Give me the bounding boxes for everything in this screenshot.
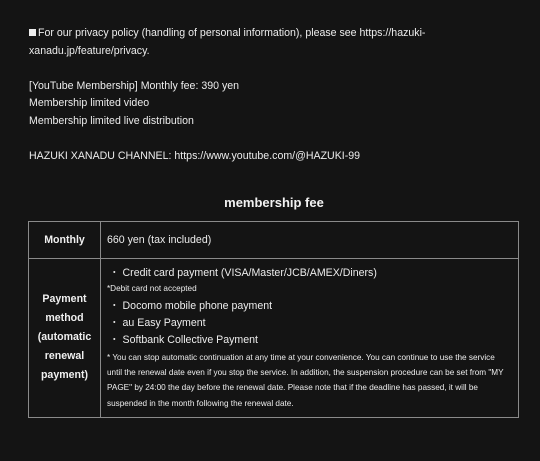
payment-docomo: ・ Docomo mobile phone payment: [109, 300, 273, 312]
membership-paragraph: [29, 78, 519, 131]
payment-au: ・ au Easy Payment: [109, 317, 206, 329]
payment-label-line: method: [45, 312, 84, 325]
membership-fee-line: [YouTube Membership] Monthly fee: 390 yen: [29, 79, 240, 92]
privacy-line-1: [29, 25, 519, 43]
monthly-value: 660 yen (tax included): [101, 222, 519, 259]
membership-live-line: Membership limited live distribution: [29, 114, 194, 127]
channel-paragraph: [29, 148, 519, 166]
payment-method-label: [29, 259, 101, 418]
monthly-label: Monthly: [29, 222, 101, 259]
membership-fee-table: [28, 221, 519, 418]
privacy-paragraph: [29, 25, 519, 60]
channel-line: HAZUKI XANADU CHANNEL: https://www.youtube.com/@HAZUKI-99: [29, 149, 361, 162]
table-row-payment: [29, 259, 519, 418]
payment-method-list: [101, 259, 519, 418]
debit-card-note: *Debit card not accepted: [107, 284, 197, 293]
square-bullet-icon: [29, 29, 36, 36]
privacy-text-1: For our privacy policy (handling of personal information), please see https://hazuki-: [38, 27, 426, 39]
payment-label-line: (automatic: [37, 331, 92, 344]
payment-label-line: payment): [40, 369, 89, 382]
auto-renewal-note: * You can stop automatic continuation at any time at your convenience. You can continue to use the service until the renewal date even if you stop the service. In addition, the suspension procedure can be set from "MY PAGE" by 24:00 the day before the renewal date. Please note that if the deadline has passed, it will be suspended in the month following the renewal date.: [107, 353, 504, 408]
membership-fee-title: membership fee: [224, 195, 324, 210]
intro-content: [29, 25, 519, 183]
table-row-monthly: [29, 222, 519, 259]
privacy-line-2: xanadu.jp/feature/privacy.: [29, 44, 150, 57]
payment-label-line: renewal: [44, 350, 85, 363]
payment-softbank: ・ Softbank Collective Payment: [109, 334, 258, 346]
payment-label-line: Payment: [42, 293, 87, 306]
membership-video-line: Membership limited video: [29, 97, 150, 109]
payment-credit-card: ・ Credit card payment (VISA/Master/JCB/AMEX/Diners): [109, 267, 377, 279]
